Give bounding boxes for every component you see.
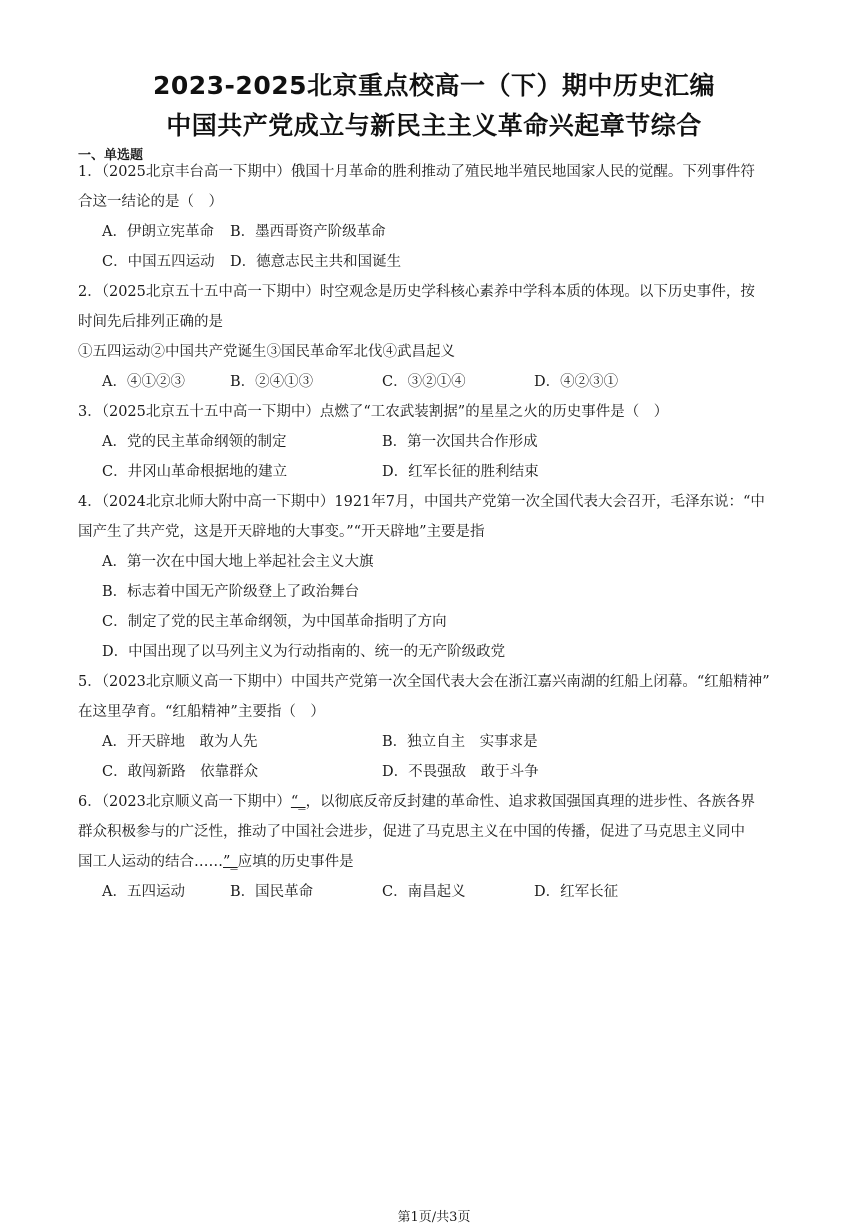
question-1-option-d: D．德意志民主共和国诞生	[230, 254, 402, 270]
question-6-stem-line3-text: 国工人运动的结合……	[78, 854, 223, 870]
question-4-option-c: C．制定了党的民主革命纲领，为中国革命指明了方向	[102, 614, 447, 630]
question-6-source: 6．（2023北京顺义高一下期中）	[78, 794, 291, 810]
question-5-option-d: D．不畏强敌 敢于斗争	[382, 764, 539, 780]
question-3-option-c: C．井冈山革命根据地的建立	[102, 464, 288, 480]
question-1-stem-line2: 合这一结论的是（ ）	[78, 194, 223, 210]
question-5-option-a: A．开天辟地 敢为人先	[102, 734, 258, 750]
question-2-stem-line3: ①五四运动②中国共产党诞生③国民革命军北伐④武昌起义	[78, 344, 455, 360]
question-6-option-c: C．南昌起义	[382, 884, 466, 900]
question-5-option-b: B．独立自主 实事求是	[382, 734, 538, 750]
question-1-stem-line1: 1．（2025北京丰台高一下期中）俄国十月革命的胜利推动了殖民地半殖民地国家人民的觉醒。下列事件符	[78, 164, 755, 180]
question-6-blank-open: “_	[290, 794, 306, 810]
document-title-line1: 2023-2025北京重点校高一（下）期中历史汇编	[152, 71, 716, 100]
question-2-stem-line2: 时间先后排列正确的是	[78, 314, 223, 330]
question-4-option-b: B．标志着中国无产阶级登上了政治舞台	[102, 584, 360, 600]
section-heading: 一、单选题	[78, 148, 144, 163]
question-3-stem-line1: 3．（2025北京五十五中高一下期中）点燃了“工农武装割据”的星星之火的历史事件是（ ）	[78, 404, 669, 420]
page-footer: 第1页/共3页	[397, 1210, 471, 1225]
question-2-option-a: A．④①②③	[102, 374, 185, 390]
question-6-blank-close: ”_	[223, 854, 238, 870]
question-1-option-a: A．伊朗立宪革命	[102, 224, 214, 240]
question-6-stem-line3	[78, 852, 354, 872]
question-6-option-a: A．五四运动	[102, 884, 185, 900]
question-3-option-a: A．党的民主革命纲领的制定	[102, 434, 287, 450]
question-2-option-c: C．③②①④	[382, 374, 466, 390]
question-5-stem-line1: 5．（2023北京顺义高一下期中）中国共产党第一次全国代表大会在浙江嘉兴南湖的红船上闭幕。“红船精神”	[78, 674, 770, 690]
question-6-option-d: D．红军长征	[534, 884, 619, 900]
question-3-option-b: B．第一次国共合作形成	[382, 434, 538, 450]
question-1-option-c: C．中国五四运动	[102, 254, 215, 270]
question-5-option-c: C．敢闯新路 依靠群众	[102, 764, 259, 780]
question-6-stem-line1	[78, 792, 755, 812]
question-6-stem-line2: 群众积极参与的广泛性，推动了中国社会进步，促进了马克思主义在中国的传播，促进了马克思主义同中	[78, 824, 745, 840]
question-3-option-d: D．红军长征的胜利结束	[382, 464, 539, 480]
question-1-option-b: B．墨西哥资产阶级革命	[230, 224, 386, 240]
question-4-stem-line2: 国产生了共产党，这是开天辟地的大事变。”“开天辟地”主要是指	[78, 524, 485, 540]
question-4-option-d: D．中国出现了以马列主义为行动指南的、统一的无产阶级政党	[102, 644, 506, 660]
question-6-stem-line3-tail: 应填的历史事件是	[237, 854, 354, 870]
question-6-stem-line1-text: ，以彻底反帝反封建的革命性、追求救国强国真理的进步性、各族各界	[305, 794, 756, 810]
question-4-stem-line1: 4．（2024北京北师大附中高一下期中）1921年7月，中国共产党第一次全国代表大会召开，毛泽东说：“中	[78, 494, 765, 510]
question-2-option-b: B．②④①③	[230, 374, 314, 390]
question-6-option-b: B．国民革命	[230, 884, 314, 900]
question-2-option-d: D．④②③①	[534, 374, 619, 390]
document-title-line2: 中国共产党成立与新民主主义革命兴起章节综合	[166, 111, 702, 140]
question-4-option-a: A．第一次在中国大地上举起社会主义大旗	[102, 554, 374, 570]
question-2-stem-line1: 2．（2025北京五十五中高一下期中）时空观念是历史学科核心素养中学科本质的体现。以下历史事件，按	[78, 284, 755, 300]
question-5-stem-line2: 在这里孕育。“红船精神”主要指（ ）	[78, 704, 325, 720]
